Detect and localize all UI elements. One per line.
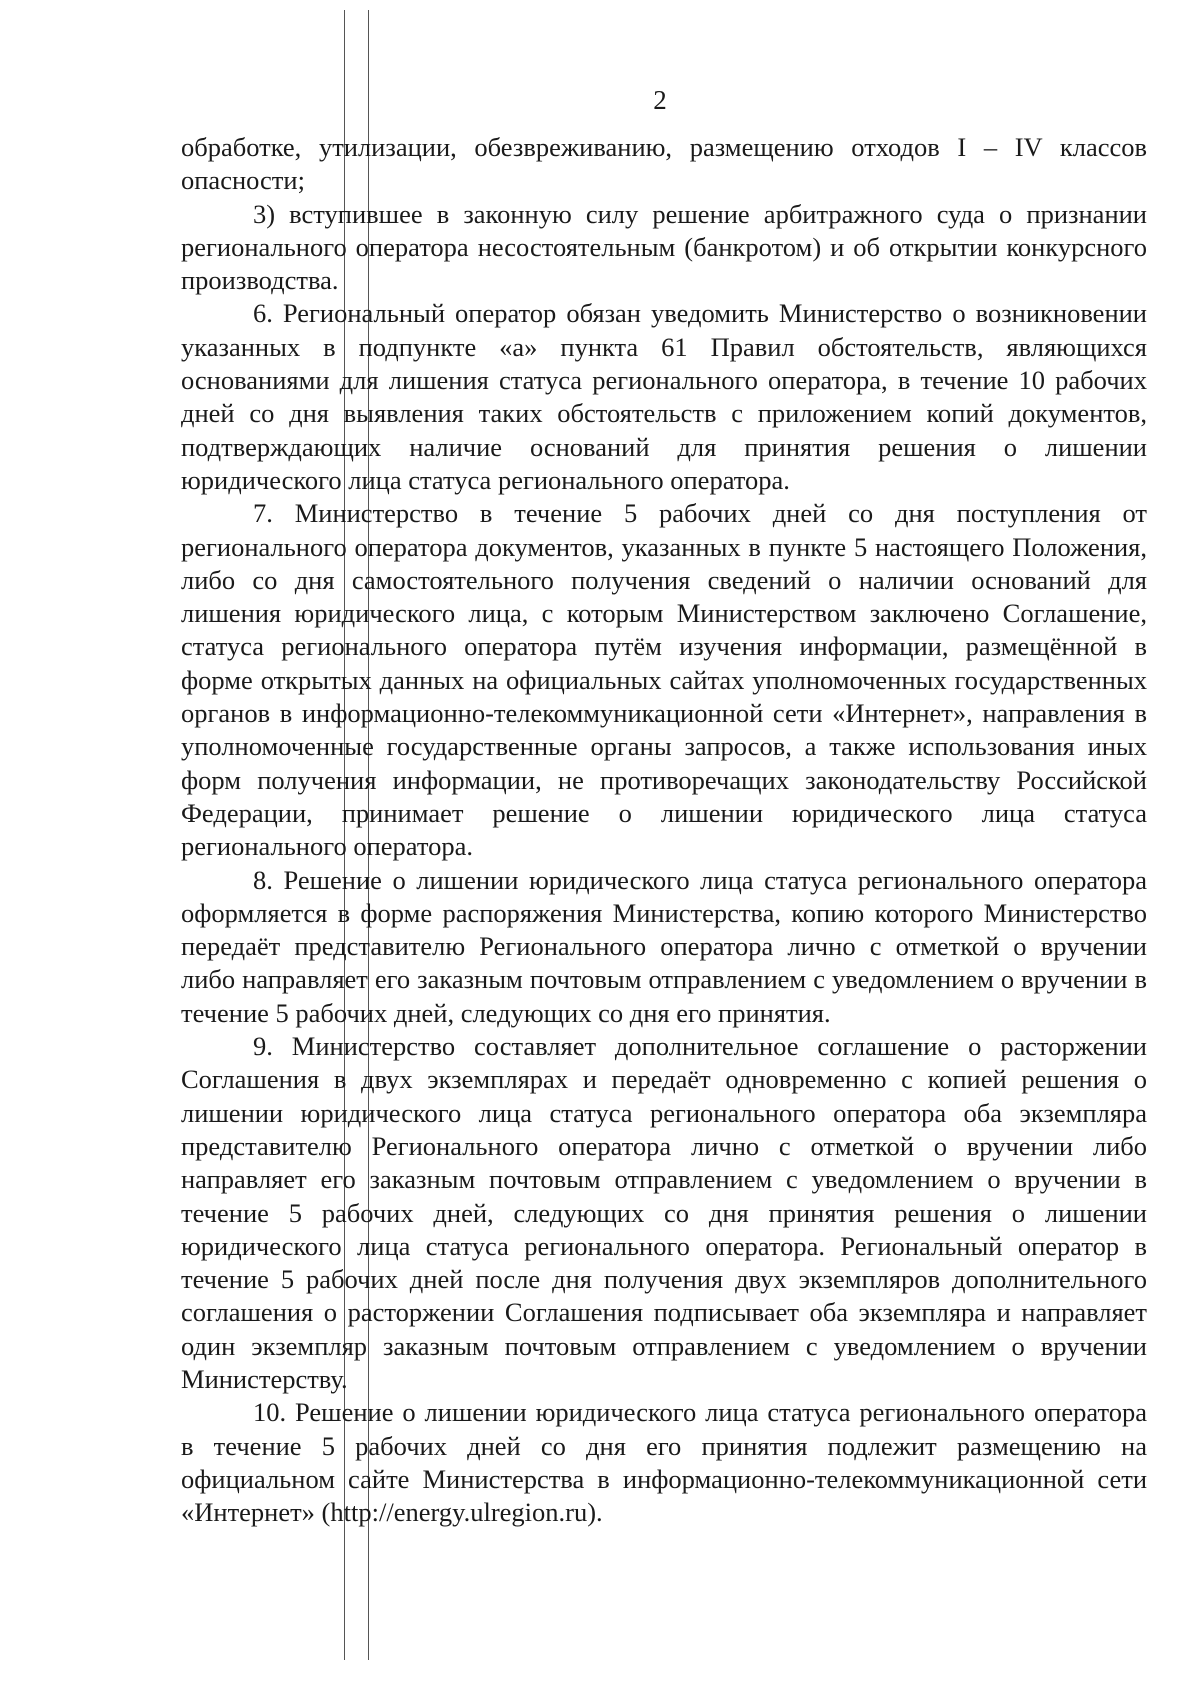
page-number: 2	[653, 85, 667, 115]
paragraph-8: 8. Решение о лишении юридического лица статуса регионального оператора оформляется в форме распоряжения Министерства, копию которого Министерство передаёт представителю Регионального оператора лично с отметкой о вручении либо направляет его заказным почтовым отправлением с уведомлением о вручении в течение 5 рабочих дней, следующих со дня его принятия.	[181, 864, 1147, 1028]
paragraph-9: 9. Министерство составляет дополнительное соглашение о расторжении Соглашения в двух экземплярах и передаёт одновременно с копией решения о лишении юридического лица статуса регионального оператора оба экземпляра представителю Регионального оператора лично с отметкой о вручении либо направляет его заказным почтовым отправлением с уведомлением о вручении в течение 5 рабочих дней, следующих со дня принятия решения о лишении юридического лица статуса регионального оператора. Региональный оператор в течение 5 рабочих дней после дня получения двух экземпляров дополнительного соглашения о расторжении Соглашения подписывает оба экземпляра и направляет один экземпляр заказным почтовым отправлением с уведомлением о вручении Министерству.	[181, 1031, 1147, 1394]
paragraph-6: 6. Региональный оператор обязан уведомить Министерство о возникновении указанных в подпункте «а» пункта 61 Правил обстоятельств, являющихся основаниями для лишения статуса регионального оператора, в течение 10 рабочих дней со дня выявления таких обстоятельств с приложением копий документов, подтверждающих наличие оснований для принятия решения о лишении юридического лица статуса регионального оператора.	[181, 298, 1147, 495]
paragraph-10: 10. Решение о лишении юридического лица статуса регионального оператора в течение 5 рабочих дней со дня его принятия подлежит размещению на официальном сайте Министерства в информационно-телекоммуникационной сети «Интернет» (http://energy.ulregion.ru).	[181, 1397, 1147, 1528]
document-body	[181, 131, 1147, 1529]
paragraph-item-3: 3) вступившее в законную силу решение арбитражного суда о признании регионального оператора несостоятельным (банкротом) и об открытии конкурсного производства.	[181, 198, 1147, 296]
paragraph-continuation: обработке, утилизации, обезвреживанию, размещению отходов I – IV классов опасности;	[181, 132, 1147, 196]
paragraph-7: 7. Министерство в течение 5 рабочих дней со дня поступления от регионального оператора документов, указанных в пункте 5 настоящего Положения, либо со дня самостоятельного получения сведений о наличии оснований для лишения юридического лица, с которым Министерством заключено Соглашение, статуса регионального оператора путём изучения информации, размещённой в форме открытых данных на официальных сайтах уполномоченных государственных органов в информационно-телекоммуникационной сети «Интернет», направления в уполномоченные государственные органы запросов, а также использования иных форм получения информации, не противоречащих законодательству Российской Федерации, принимает решение о лишении юридического лица статуса регионального оператора.	[181, 498, 1147, 862]
